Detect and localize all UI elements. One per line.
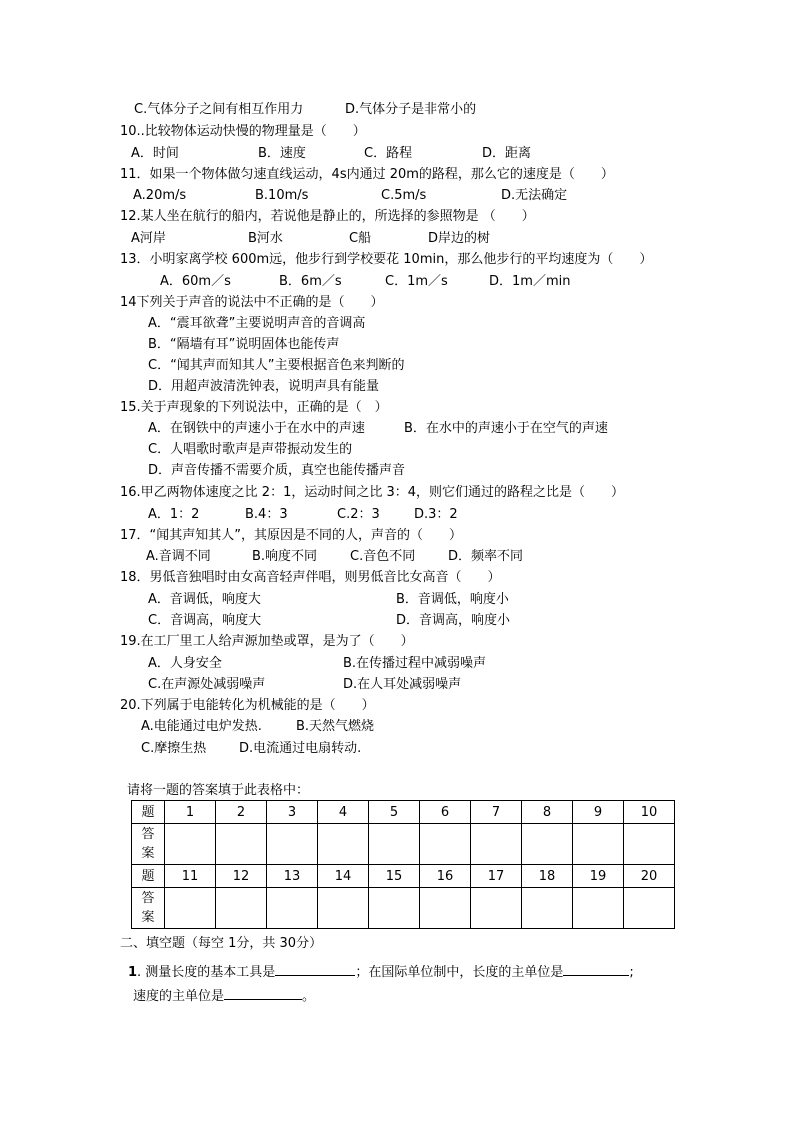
q18-option-c: C．音调高，响度大 [148,613,262,628]
table-row [132,888,675,929]
q11-option-d: D.无法确定 [501,188,568,203]
question-number-cell: 4 [318,801,369,824]
question-number-cell: 7 [471,801,522,824]
q13-option-c: C．1m／s [385,274,448,289]
answer-cell[interactable] [471,888,522,929]
q20-option-c: C.摩擦生热 [141,741,207,756]
fill-question-1-line-1: 1. 测量长度的基本工具是 ；在国际单位制中，长度的主单位是 ; [128,961,634,982]
question-number-cell: 19 [573,865,624,888]
q12-option-b: B河水 [248,231,283,246]
table-row [132,865,675,888]
table-row [132,801,675,824]
table-row [132,824,675,865]
question-number-cell: 3 [267,801,318,824]
q10-option-a: A．时间 [131,146,179,161]
q11-option-a: A.20m/s [133,188,187,203]
q19-option-a: A．人身安全 [148,656,222,671]
q14-stem: 14下列关于声音的说法中不正确的是（ ） [120,295,384,310]
answer-cell[interactable] [216,888,267,929]
q15-option-b: B．在水中的声速小于在空气的声速 [404,421,608,436]
question-number-cell: 8 [522,801,573,824]
answer-cell[interactable] [522,888,573,929]
q14-option-d: D．用超声波清洗钟表，说明声具有能量 [148,379,380,394]
q18-stem: 18．男低音独唱时由女高音轻声伴唱，则男低音比女高音（ ） [120,570,501,585]
q20-option-a: A.电能通过电炉发热. [141,719,262,734]
answer-cell[interactable] [318,888,369,929]
q14-option-c: C．“闻其声而知其人”主要根据音色来判断的 [148,358,405,373]
q19-stem: 19.在工厂里工人给声源加垫或罩，是为了（ ） [120,634,414,649]
question-number-cell: 17 [471,865,522,888]
q17-option-b: B.响度不同 [252,549,318,564]
answer-table [131,800,675,929]
q17-option-a: A.音调不同 [146,549,211,564]
blank-1[interactable] [275,961,355,976]
blank-3[interactable] [224,985,302,1000]
q9-option-c: C.气体分子之间有相互作用力 [134,102,304,117]
question-number-cell: 20 [624,865,675,888]
answer-cell[interactable] [369,888,420,929]
answer-cell[interactable] [165,888,216,929]
q16-option-b: B.4：3 [245,507,288,522]
question-number-cell: 5 [369,801,420,824]
question-number-cell: 6 [420,801,471,824]
question-number-cell: 15 [369,865,420,888]
q14-option-b: B．“隔墙有耳”说明固体也能传声 [148,337,340,352]
section-title: 二、填空题（每空 1分，共 30分） [120,936,323,951]
q16-option-d: D.3：2 [414,507,458,522]
answer-cell[interactable] [318,824,369,865]
question-label-cell: 题 [132,865,165,888]
q20-option-b: B.天然气燃烧 [296,719,375,734]
q19-option-c: C.在声源处减弱噪声 [148,677,266,692]
question-number-cell: 13 [267,865,318,888]
answer-cell[interactable] [369,824,420,865]
q12-option-a: A河岸 [131,231,166,246]
answer-table-caption: 请将一题的答案填于此表格中： [127,783,310,798]
q17-stem: 17．“闻其声知其人”，其原因是不同的人，声音的（ ） [120,528,463,543]
q18-option-d: D．音调高，响度小 [396,613,511,628]
q16-option-a: A．1：2 [148,507,200,522]
question-number-cell: 1 [165,801,216,824]
answer-cell[interactable] [471,824,522,865]
question-number-cell: 2 [216,801,267,824]
q12-stem: 12.某人坐在航行的船内，若说他是静止的，所选择的参照物是 （ ） [120,209,535,224]
q15-stem: 15.关于声现象的下列说法中，正确的是（ ） [120,400,388,415]
answer-cell[interactable] [165,824,216,865]
q10-option-c: C．路程 [364,146,413,161]
q20-option-d: D.电流通过电扇转动. [239,741,362,756]
q11-option-c: C.5m/s [381,188,427,203]
fill-question-1-line-2: 速度的主单位是 。 [133,985,315,1006]
answer-cell[interactable] [573,824,624,865]
q17-option-c: C.音色不同 [350,549,416,564]
q16-stem: 16.甲乙两物体速度之比 2：1，运动时间之比 3：4，则它们通过的路程之比是（ ） [120,485,625,500]
answer-label-cell: 答 案 [132,888,165,929]
q13-option-a: A．60m／s [160,274,231,289]
q14-option-a: A．“震耳欲聋”主要说明声音的音调高 [148,316,366,331]
answer-label-cell: 答 案 [132,824,165,865]
q19-option-b: B.在传播过程中减弱噪声 [343,656,487,671]
answer-cell[interactable] [420,824,471,865]
q9-option-d: D.气体分子是非常小的 [345,102,477,117]
q19-option-d: D.在人耳处减弱噪声 [343,677,462,692]
answer-cell[interactable] [267,888,318,929]
q13-option-d: D．1m／min [489,274,571,289]
q15-option-a: A．在钢铁中的声速小于在水中的声速 [148,421,365,436]
answer-cell[interactable] [624,824,675,865]
q12-option-d: D岸边的树 [428,231,491,246]
question-number-cell: 10 [624,801,675,824]
q11-stem: 11．如果一个物体做匀速直线运动，4s内通过 20m的路程，那么它的速度是（ ） [120,167,614,182]
q13-option-b: B．6m／s [279,274,342,289]
q18-option-a: A．音调低，响度大 [148,592,261,607]
answer-cell[interactable] [267,824,318,865]
q11-option-b: B.10m/s [255,188,309,203]
q10-option-b: B．速度 [258,146,306,161]
answer-cell[interactable] [216,824,267,865]
question-number-cell: 18 [522,865,573,888]
answer-cell[interactable] [420,888,471,929]
q10-stem: 10..比较物体运动快慢的物理量是（ ） [120,124,366,139]
answer-cell[interactable] [573,888,624,929]
question-number-cell: 16 [420,865,471,888]
q20-stem: 20.下列属于电能转化为机械能的是（ ） [120,698,375,713]
q12-option-c: C船 [349,231,372,246]
q18-option-b: B．音调低，响度小 [396,592,509,607]
question-label-cell: 题 [132,801,165,824]
question-number-cell: 12 [216,865,267,888]
q15-option-d: D．声音传播不需要介质，真空也能传播声音 [148,463,406,478]
q16-option-c: C.2：3 [337,507,380,522]
answer-cell[interactable] [624,888,675,929]
question-number-cell: 9 [573,801,624,824]
q17-option-d: D．频率不同 [448,549,524,564]
question-number-cell: 14 [318,865,369,888]
q10-option-d: D．距离 [482,146,532,161]
q15-option-c: C．人唱歌时歌声是声带振动发生的 [148,442,353,457]
question-number-cell: 11 [165,865,216,888]
answer-cell[interactable] [522,824,573,865]
blank-2[interactable] [563,961,629,976]
q13-stem: 13．小明家离学校 600m远，他步行到学校要花 10min，那么他步行的平均速度为（ ） [120,252,653,267]
